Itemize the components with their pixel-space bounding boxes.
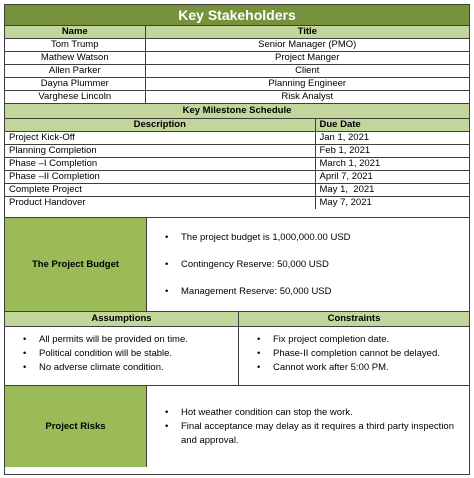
stakeholders-table — [5, 26, 469, 103]
list-item: • The project budget is 1,000,000.00 USD — [181, 231, 351, 245]
column-header-description: Description — [5, 119, 315, 132]
stakeholder-title: Planning Engineer — [145, 78, 469, 91]
assumptions-panel — [5, 312, 239, 385]
milestone-description: Product Handover — [5, 197, 315, 210]
constraints-list — [239, 333, 469, 375]
table-row — [5, 197, 469, 210]
milestone-description: Phase –I Completion — [5, 158, 315, 171]
milestone-due-date: March 1, 2021 — [315, 158, 469, 171]
table-row — [5, 52, 469, 65]
stakeholder-document — [4, 4, 470, 475]
column-header-due-date: Due Date — [315, 119, 469, 132]
stakeholder-title: Risk Analyst — [145, 91, 469, 104]
assumptions-constraints-section — [5, 311, 469, 385]
stakeholder-name: Tom Trump — [5, 39, 145, 52]
stakeholder-name: Varghese Lincoln — [5, 91, 145, 104]
milestone-due-date: Feb 1, 2021 — [315, 145, 469, 158]
stakeholder-name: Allen Parker — [5, 65, 145, 78]
assumptions-heading: Assumptions — [5, 312, 238, 327]
milestone-table — [5, 119, 469, 209]
list-item: • Final acceptance may delay as it requires a third party inspection and approval. — [181, 420, 463, 448]
assumptions-list — [5, 333, 238, 375]
list-item: • Cannot work after 5:00 PM. — [273, 361, 469, 375]
list-item: • Political condition will be stable. — [39, 347, 238, 361]
milestone-description: Project Kick-Off — [5, 132, 315, 145]
column-header-name: Name — [5, 26, 145, 39]
document-title: Key Stakeholders — [5, 5, 469, 26]
list-item: • Contingency Reserve: 50,000 USD — [181, 258, 351, 272]
list-item: • All permits will be provided on time. — [39, 333, 238, 347]
milestone-heading: Key Milestone Schedule — [5, 103, 469, 119]
list-item: • Fix project completion date. — [273, 333, 469, 347]
milestone-due-date: May 1, 2021 — [315, 184, 469, 197]
milestone-due-date: Jan 1, 2021 — [315, 132, 469, 145]
milestone-description: Phase –II Completion — [5, 171, 315, 184]
budget-section — [5, 217, 469, 311]
table-row — [5, 65, 469, 78]
milestone-description: Planning Completion — [5, 145, 315, 158]
milestone-due-date: April 7, 2021 — [315, 171, 469, 184]
table-row — [5, 184, 469, 197]
stakeholder-title: Project Manger — [145, 52, 469, 65]
risks-label: Project Risks — [5, 386, 147, 467]
column-header-title: Title — [145, 26, 469, 39]
list-item: • Hot weather condition can stop the work. — [181, 406, 463, 420]
budget-list — [147, 231, 351, 299]
list-item: • Phase-II completion cannot be delayed. — [273, 347, 469, 361]
list-item: • No adverse climate condition. — [39, 361, 238, 375]
stakeholder-title: Client — [145, 65, 469, 78]
constraints-panel — [239, 312, 469, 385]
list-item: • Management Reserve: 50,000 USD — [181, 285, 351, 299]
milestone-due-date: May 7, 2021 — [315, 197, 469, 210]
stakeholder-title: Senior Manager (PMO) — [145, 39, 469, 52]
stakeholder-name: Dayna Plummer — [5, 78, 145, 91]
table-row — [5, 39, 469, 52]
budget-label: The Project Budget — [5, 218, 147, 311]
table-row — [5, 132, 469, 145]
stakeholder-name: Mathew Watson — [5, 52, 145, 65]
table-row — [5, 91, 469, 104]
table-row — [5, 171, 469, 184]
table-row — [5, 158, 469, 171]
table-row — [5, 145, 469, 158]
risks-list — [147, 406, 469, 448]
milestone-description: Complete Project — [5, 184, 315, 197]
table-row — [5, 78, 469, 91]
constraints-heading: Constraints — [239, 312, 469, 327]
risks-section — [5, 385, 469, 467]
